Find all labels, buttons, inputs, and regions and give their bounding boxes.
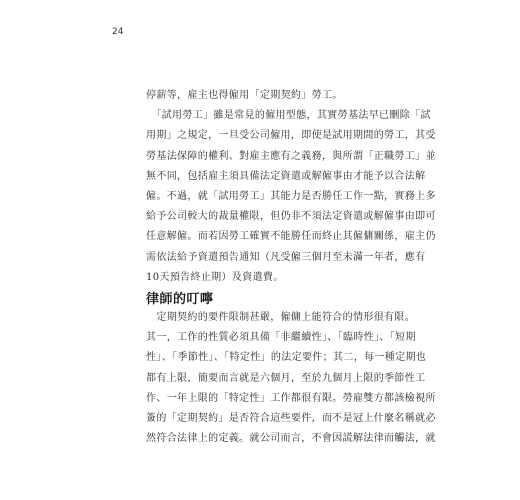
text-line: 用期」之規定，一旦受公司僱用，即使是試用期間的勞工，其受	[146, 130, 436, 142]
text-line: 性」、「季節性」、「特定性」的法定要件；其二，每一種定期也	[146, 352, 427, 364]
text-line: 然符合法律上的定義。就公司而言，不會因謊解法律而觸法，就	[146, 433, 436, 445]
text-line: 停薪等，雇主也得僱用「定期契約」勞工。	[146, 90, 343, 101]
paragraph-lawyer-reminder	[146, 308, 436, 449]
text-line: 僱。不過，就「試用勞工」其能力是否勝任工作一點，實務上多	[146, 190, 436, 202]
text-line: 勞基法保障的權利、對雇主應有之義務，與所謂「正職勞工」並	[146, 150, 436, 162]
text-line: 「試用勞工」雖是常見的僱用型態，其實勞基法早已刪除「試	[146, 110, 431, 122]
page-number: 24	[112, 27, 124, 37]
text-line: 定期契約的要件限制甚嚴，僱傭上能符合的情形很有限。	[146, 312, 416, 323]
text-line: 簽的「定期契約」是否符合這些要件，而不是冠上什麼名稱就必	[146, 412, 436, 424]
section-heading: 律師的叮嚀	[146, 292, 214, 307]
text-line: 作、一年上限的「特定性」工作都很有限。勞雇雙方都該檢視所	[146, 392, 436, 404]
text-line: 需依法給予資遣預告通知（凡受僱三個月至未滿一年者，應有	[146, 251, 426, 263]
text-line: 任意解僱。而若因勞工確實不能勝任而終止其僱傭關係，雇主仍	[146, 231, 436, 243]
text-line: 無不同，包括雇主須具備法定資遣或解僱事由才能予以合法解	[146, 170, 426, 182]
paragraph-probation-workers	[146, 86, 436, 288]
text-line: 給予公司較大的裁量權限，但仍非不須法定資遣或解僱事由即可	[146, 211, 436, 223]
text-line: 10天預告終止期）及資遣費。	[146, 271, 284, 283]
text-line: 其一，工作的性質必須具備「非繼續性」、「臨時性」、「短期	[146, 332, 416, 344]
text-line: 都有上限，簡要而言就是六個月，至於九個月上限的季節性工	[146, 372, 426, 384]
